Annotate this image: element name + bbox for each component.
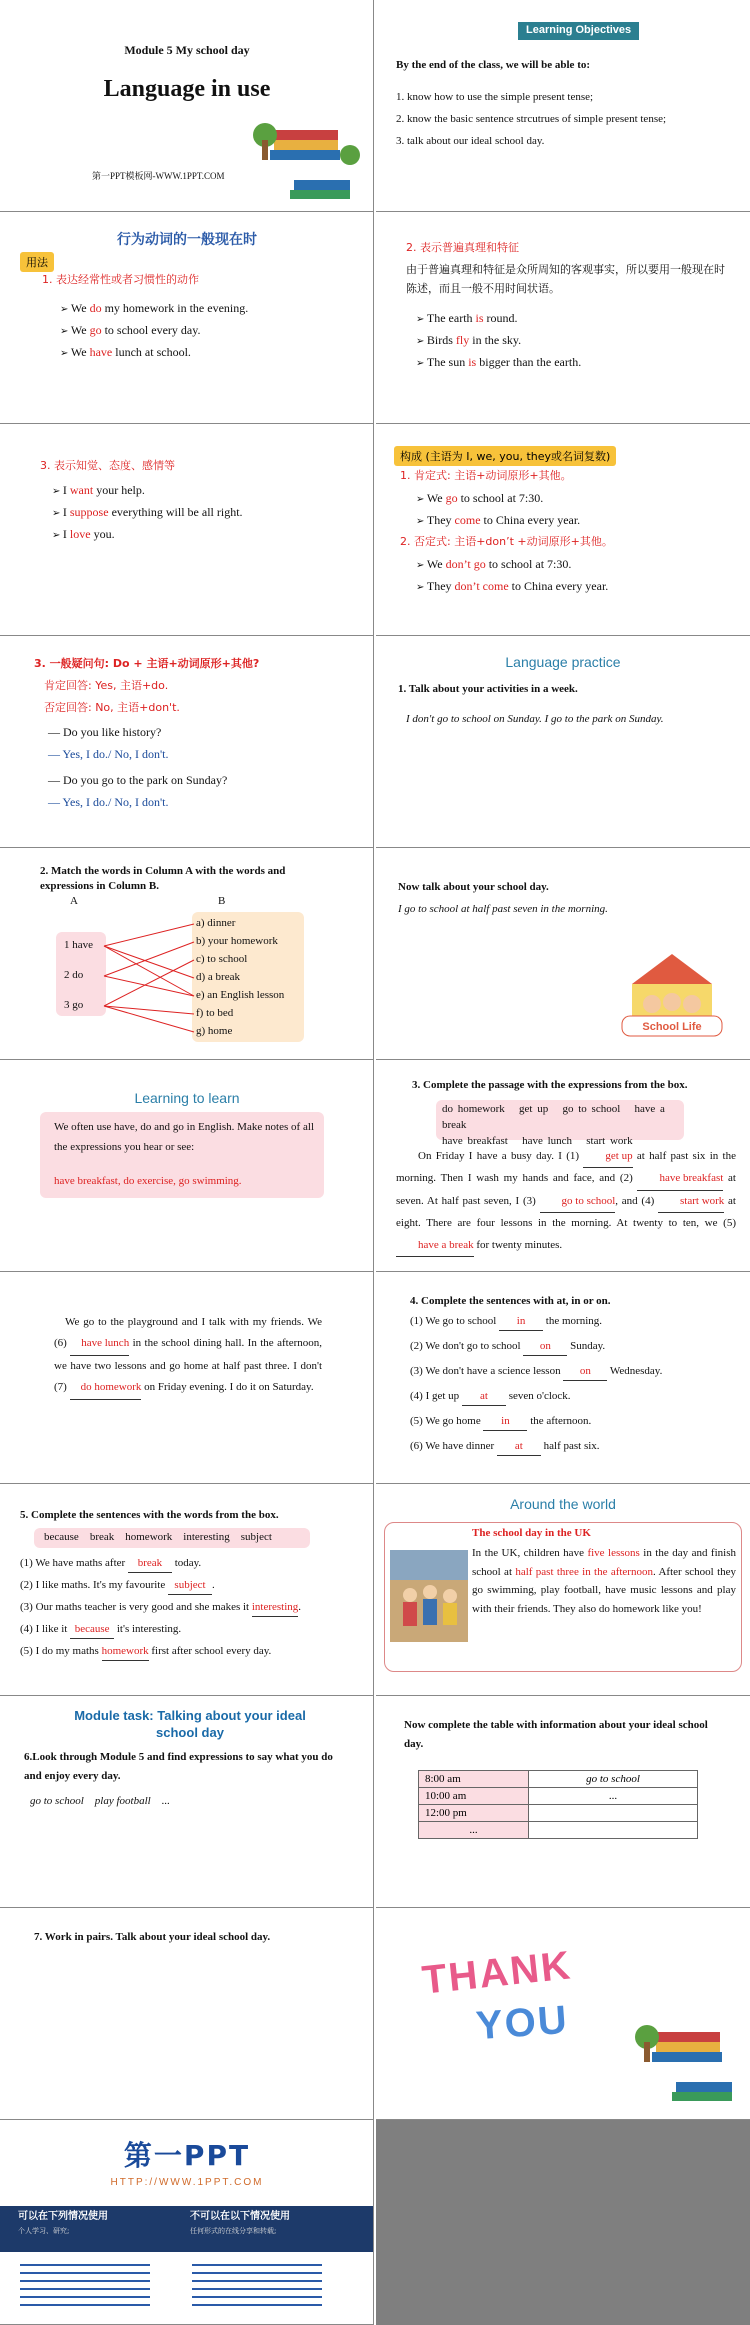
tip-examples: have breakfast, do exercise, go swimming. [54,1175,242,1187]
slide-module-task [0,1696,374,1908]
grammar-heading: 行为动词的一般现在时 [117,232,257,248]
match-lines [0,848,374,1060]
slide-usage-2 [376,212,750,424]
affirmative-rule: 1. 肯定式: 主语+动词原形+其他。 [400,469,572,482]
task-label: Now complete the table with information about your ideal school day. [404,1719,708,1750]
answer: — Yes, I do./ No, I don't. [48,747,169,761]
practice-heading: Language practice [505,654,621,670]
column-b-item: g) home [196,1025,233,1037]
table-cell: 12:00 pm [419,1805,529,1822]
table-cell: ... [419,1822,529,1839]
disallowed-note: 任何形式的在线分享和转载; [190,2227,277,2235]
question-rule: 3. 一般疑问句: Do + 主语+动词原形+其他? [34,657,260,670]
positive-answer-rule: 肯定回答: Yes, 主语+do. [44,679,169,692]
books-illustration [632,1992,742,2112]
card-title: The school day in the UK [472,1527,591,1539]
passage-text: On Friday I have a busy day. I (1) get up at half past six in the morning. Then I wash my hands and face, and (2) have breakfast at seven. At half past seven, I (3) go to school, and (4) start work at eight. There are four lessons in the morning. At twenty to ten, we (5) have a break for twenty minutes. [396,1146,736,1257]
table-cell[interactable]: ... [529,1788,698,1805]
table-row [419,1771,698,1788]
example-sentence: ➢ They don’t come to China every year. [416,578,608,596]
slide-school-day-talk [376,848,750,1060]
column-b-item: f) to bed [196,1007,234,1019]
example-sentence: ➢ The sun is bigger than the earth. [416,354,581,372]
column-b-item: b) your homework [196,935,278,947]
tip-text: We often use have, do and go in English. Make notes of all the expressions you hear or see: [54,1121,314,1153]
slide-usage-1 [0,212,374,424]
slide-table-task [376,1696,750,1908]
passage-text: We go to the playground and I talk with my friends. We (6) have lunch in the school dining hall. In the afternoon, we have two lessons and go home at half past three. I don't (7) do homework on Friday evening. I do it on Saturday. [54,1312,322,1400]
question: — Do you go to the park on Sunday? [48,773,228,787]
learning-heading: Learning to learn [134,1090,240,1106]
usage-point: 1. 表达经常性或者习惯性的动作 [42,273,199,286]
exercise-row: (1) We have maths after break today. [20,1556,201,1573]
example-sentence: ➢ I want your help. [52,482,145,500]
school-life-illustration [612,944,732,1044]
slide-title [0,0,374,212]
allowed-heading: 可以在下列情况使用 [18,2211,108,2222]
slide-learning-to-learn [0,1060,374,1272]
exercise-row: (1) We go to school in the morning. [410,1314,602,1331]
column-a-item: 3 go [64,999,84,1011]
table-cell: 8:00 am [419,1771,529,1788]
structure-tag: 构成 (主语为 I, we, you, they或名词复数) [394,446,616,466]
column-b-item: c) to school [196,953,248,965]
slide-around-the-world [376,1484,750,1696]
disallowed-heading: 不可以在以下情况使用 [190,2211,290,2222]
negative-answer-rule: 否定回答: No, 主语+don't. [44,701,180,714]
example-sentence: ➢ I love you. [52,526,115,544]
word-box-row: do homework get up go to school have a break have breakfast have lunch start work [442,1103,665,1147]
objective-item: 2. know the basic sentence strcutrues of simple present tense; [396,113,667,125]
example-sentence: ➢ We go to school every day. [60,322,200,340]
slide-pair-work [0,1908,374,2120]
column-a-label: A [70,895,78,907]
books-illustration [250,80,370,210]
slide-thank-you [376,1908,750,2120]
column-a-item: 2 do [64,969,84,981]
classroom-photo [390,1550,468,1642]
card-text: In the UK, children have five lessons in the day and finish school at half past three in the afternoon. After school they go swimming, play football, have music lessons and play with their friends. They also do homework like you! [472,1547,737,1616]
school-life-sign: School Life [642,1021,702,1033]
column-b-item: d) a break [196,971,240,983]
exercise-row: (5) I do my maths homework first after school every day. [20,1644,271,1661]
column-b-item: a) dinner [196,917,236,929]
table-cell[interactable] [529,1822,698,1839]
exercise-row: (5) We go home in the afternoon. [410,1414,591,1431]
task-heading: Module task: Talking about your ideal school day [74,1708,306,1740]
slide-objectives [376,0,750,212]
empty-panel [376,2120,750,2325]
exercise-row: (6) We have dinner at half past six. [410,1439,600,1456]
objectives-badge: Learning Objectives [518,22,639,40]
task-label: 2. Match the words in Column A with the words and expressions in Column B. [40,865,286,892]
footer-text: 第一PPT模板网-WWW.1PPT.COM [92,171,225,181]
example-sentence: ➢ Birds fly in the sky. [416,332,521,350]
brand-url[interactable]: HTTP://WWW.1PPT.COM [110,2177,264,2188]
schedule-table [418,1770,698,1839]
task-label: 6.Look through Module 5 and find expressions to say what you do and enjoy every day. [24,1751,333,1782]
sample-answer: I go to school at half past seven in the morning. [398,903,608,915]
table-cell[interactable] [529,1805,698,1822]
task-label: 7. Work in pairs. Talk about your ideal school day. [34,1931,271,1943]
slide-word-box [0,1484,374,1696]
exercise-row: (3) Our maths teacher is very good and she makes it interesting. [20,1600,301,1617]
slide-passage [376,1060,750,1272]
slide-match [0,848,374,1060]
slide-questions [0,636,374,848]
answer: — Yes, I do./ No, I don't. [48,795,169,809]
slide-practice [376,636,750,848]
task-label: 1. Talk about your activities in a week. [398,683,578,695]
example-sentence: ➢ They come to China every year. [416,512,580,530]
page-title: Language in use [103,76,271,102]
table-cell: 10:00 am [419,1788,529,1805]
you-text: YOU [474,1997,571,2049]
allowed-note: 个人学习、研究; [18,2227,70,2235]
example-sentence: ➢ We have lunch at school. [60,344,191,362]
slide-passage-continued [0,1272,374,1484]
table-cell[interactable]: go to school [529,1771,698,1788]
exercise-row: (4) I get up at seven o'clock. [410,1389,571,1406]
objectives-intro: By the end of the class, we will be able to: [396,59,591,71]
example-sentence: ➢ We don’t go to school at 7:30. [416,556,571,574]
slide-usage-3 [0,424,374,636]
task-label: 3. Complete the passage with the expressions from the box. [412,1079,688,1091]
objective-item: 3. talk about our ideal school day. [396,135,545,147]
table-row [419,1805,698,1822]
brand-logo: 第一PPT [123,2139,251,2172]
usage-desc: 由于普遍真理和特征是众所周知的客观事实，所以要用一般现在时陈述，而且一般不用时间状语。 [406,263,725,296]
usage-point: 2. 表示普遍真理和特征 [406,241,519,254]
module-label: Module 5 My school day [124,43,250,57]
sample-answer: go to school play football ... [30,1795,170,1807]
column-b-label: B [218,895,226,907]
negative-rule: 2. 否定式: 主语+don’t +动词原形+其他。 [400,535,613,548]
slide-ppt-ad [0,2120,374,2325]
exercise-row: (2) We don't go to school on Sunday. [410,1339,605,1356]
thank-text: THANK [420,1943,574,2003]
slide-structure [376,424,750,636]
link-list [0,2260,374,2320]
table-row [419,1822,698,1839]
usage-point: 3. 表示知觉、态度、感情等 [40,459,175,472]
usage-tag: 用法 [20,252,54,272]
world-heading: Around the world [510,1496,616,1512]
column-b-item: e) an English lesson [196,989,285,1001]
task-label: 4. Complete the sentences with at, in or on. [410,1295,611,1307]
task-label: Now talk about your school day. [398,881,549,893]
question: — Do you like history? [48,725,162,739]
table-row [419,1788,698,1805]
example-sentence: ➢ We do my homework in the evening. [60,300,248,318]
exercise-row: (3) We don't have a science lesson on Wednesday. [410,1364,662,1381]
example-sentence: ➢ I suppose everything will be all right. [52,504,243,522]
exercise-row: (4) I like it because it's interesting. [20,1622,181,1639]
slide-prepositions [376,1272,750,1484]
objective-item: 1. know how to use the simple present tense; [396,91,594,103]
word-box-row: because break homework interesting subject [44,1531,272,1543]
example-sentence: ➢ The earth is round. [416,310,518,328]
task-label: 5. Complete the sentences with the words from the box. [20,1509,279,1521]
example-sentence: ➢ We go to school at 7:30. [416,490,543,508]
exercise-row: (2) I like maths. It's my favourite subject . [20,1578,215,1595]
column-a-item: 1 have [64,939,94,951]
sample-answer: I don't go to school on Sunday. I go to the park on Sunday. [406,713,664,725]
